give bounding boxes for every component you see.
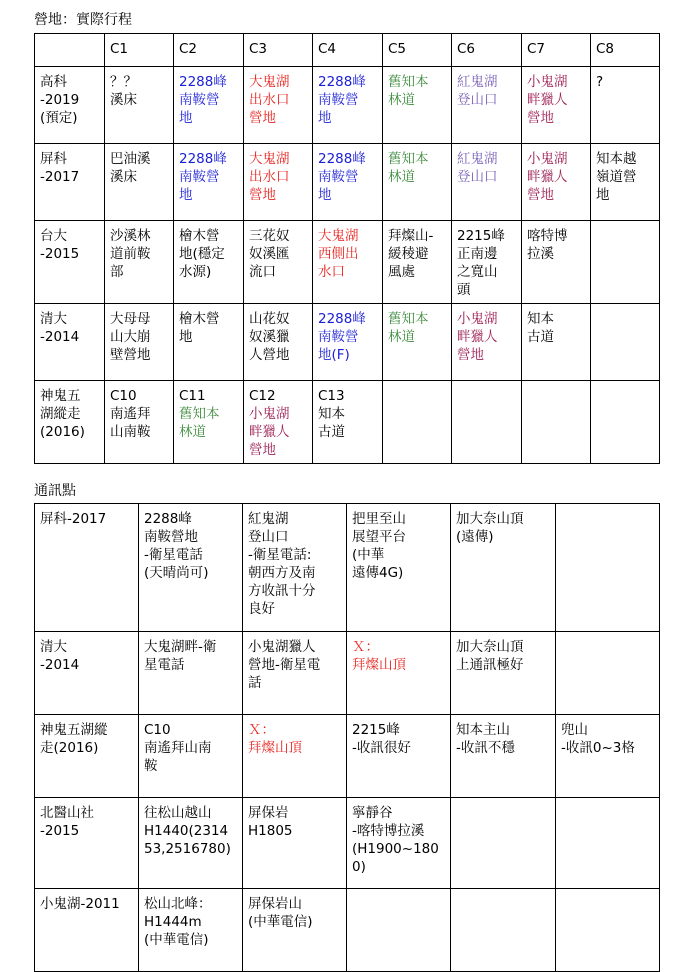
table-cell bbox=[522, 221, 591, 304]
cell-text: 2215峰 正南邊 之寬山 頭 bbox=[457, 228, 505, 298]
table-cell bbox=[243, 504, 347, 632]
table-cell bbox=[139, 504, 243, 632]
table-cell bbox=[452, 304, 522, 381]
cell-text: 台大 -2015 bbox=[40, 228, 80, 262]
cell-text: 知本主山 -收訊不穩 bbox=[456, 722, 515, 756]
table-cell bbox=[452, 381, 522, 464]
cell-text: C13 知本 古道 bbox=[318, 388, 345, 440]
table-cell bbox=[139, 632, 243, 715]
table-cell bbox=[522, 144, 591, 221]
table-cell bbox=[383, 381, 452, 464]
cell-text: 神鬼五湖縱 走(2016) bbox=[40, 722, 108, 756]
table-cell bbox=[383, 304, 452, 381]
table-cell bbox=[105, 144, 174, 221]
cell-text: 清大 -2014 bbox=[40, 311, 80, 345]
column-header: C6 bbox=[452, 34, 522, 67]
table-cell bbox=[174, 221, 244, 304]
table-cell bbox=[174, 67, 244, 144]
table-cell bbox=[244, 304, 313, 381]
section-title-campsites: 營地：實際行程 bbox=[34, 12, 132, 28]
table-cell bbox=[313, 221, 383, 304]
table-cell bbox=[243, 798, 347, 889]
section-title-communication-points: 通訊點 bbox=[34, 483, 76, 499]
table-cell bbox=[174, 144, 244, 221]
cell-text: C11 bbox=[179, 388, 206, 404]
cell-text: 神鬼五 湖縱走 (2016) bbox=[40, 388, 85, 440]
cell-text: 2288峰 南鞍營 地 bbox=[179, 74, 227, 126]
table-cell bbox=[591, 381, 660, 464]
table-cell bbox=[383, 144, 452, 221]
cell-text: 兜山 -收訊0~3格 bbox=[561, 722, 635, 756]
table-cell bbox=[556, 798, 660, 889]
table-cell bbox=[452, 221, 522, 304]
table-row bbox=[35, 504, 660, 632]
cell-text: 舊知本 林道 bbox=[388, 151, 429, 185]
table-cell bbox=[243, 889, 347, 972]
cell-text: 加大奈山頂 上通訊極好 bbox=[456, 639, 524, 673]
cell-text: 喀特博 拉溪 bbox=[527, 228, 568, 262]
table-cell bbox=[347, 798, 451, 889]
cell-text: 小鬼湖獵人 營地-衛星電 話 bbox=[248, 639, 321, 691]
row-label-cell bbox=[35, 381, 105, 464]
table-cell bbox=[383, 67, 452, 144]
table-row bbox=[35, 221, 660, 304]
table-cell bbox=[556, 715, 660, 798]
cell-text: 知本越 嶺道營 地 bbox=[596, 151, 637, 203]
column-header: C4 bbox=[313, 34, 383, 67]
cell-text: 往松山越山 H1440(2314 53,2516780) bbox=[144, 805, 231, 857]
cell-text: 小鬼湖 畔獵人 營地 bbox=[527, 74, 568, 126]
cell-text: ？？ 溪床 bbox=[110, 74, 137, 108]
cell-text: 把里至山 展望平台 (中華 遠傳4G) bbox=[352, 511, 406, 581]
row-label-cell bbox=[35, 798, 139, 889]
communication-points-table bbox=[34, 503, 660, 972]
column-header: C5 bbox=[383, 34, 452, 67]
table-cell bbox=[174, 304, 244, 381]
cell-text: 舊知本 林道 bbox=[388, 74, 429, 108]
cell-text: 小鬼湖-2011 bbox=[40, 896, 120, 912]
row-label-cell bbox=[35, 144, 105, 221]
table-cell bbox=[244, 381, 313, 464]
table-cell bbox=[522, 381, 591, 464]
cell-text: 三花奴 奴溪匯 流口 bbox=[249, 228, 290, 280]
column-header: C3 bbox=[244, 34, 313, 67]
table-row bbox=[35, 144, 660, 221]
table-cell bbox=[452, 67, 522, 144]
cell-text: 高科 -2019 (預定) bbox=[40, 74, 80, 126]
cell-text: 小鬼湖 畔獵人 營地 bbox=[527, 151, 568, 203]
cell-text: 舊知本 林道 bbox=[388, 311, 429, 345]
table-cell bbox=[347, 889, 451, 972]
table-cell bbox=[347, 504, 451, 632]
cell-text: 大鬼湖 西側出 水口 bbox=[318, 228, 359, 280]
cell-text: 屏科 -2017 bbox=[40, 151, 80, 185]
column-header: C2 bbox=[174, 34, 244, 67]
table-cell bbox=[347, 632, 451, 715]
table-row bbox=[35, 381, 660, 464]
column-header: C7 bbox=[522, 34, 591, 67]
table-cell bbox=[556, 632, 660, 715]
cell-text: 小鬼湖 畔獵人 營地 bbox=[457, 311, 498, 363]
cell-text: 大鬼湖 出水口 營地 bbox=[249, 74, 290, 126]
table-cell bbox=[347, 715, 451, 798]
table-cell bbox=[243, 632, 347, 715]
cell-text: 檜木營 地(穩定 水源) bbox=[179, 228, 225, 280]
cell-text: C12 bbox=[249, 388, 276, 404]
table-cell bbox=[522, 304, 591, 381]
table-cell bbox=[591, 304, 660, 381]
cell-text: 2215峰 -收訊很好 bbox=[352, 722, 411, 756]
table-row bbox=[35, 304, 660, 381]
cell-text: 寧靜谷 -喀特博拉溪 (H1900~180 0) bbox=[352, 805, 439, 875]
table-cell bbox=[313, 381, 383, 464]
table-cell bbox=[451, 889, 556, 972]
table-cell bbox=[522, 67, 591, 144]
cell-text: 2288峰 南鞍營地 -衛星電話 (天晴尚可) bbox=[144, 511, 209, 581]
row-label-cell bbox=[35, 304, 105, 381]
table-cell bbox=[313, 304, 383, 381]
table-row bbox=[35, 715, 660, 798]
table-cell bbox=[105, 67, 174, 144]
cell-text: 2288峰 南鞍營 地 bbox=[179, 151, 227, 203]
cell-text: C10 南遙拜山南 鞍 bbox=[144, 722, 212, 774]
cell-text: 屏科-2017 bbox=[40, 511, 107, 527]
table-cell bbox=[591, 67, 660, 144]
cell-text: 2288峰 南鞍營 地(F) bbox=[318, 311, 366, 363]
row-label-cell bbox=[35, 632, 139, 715]
cell-text: 2288峰 南鞍營 地 bbox=[318, 151, 366, 203]
table-cell bbox=[244, 144, 313, 221]
row-label-cell bbox=[35, 221, 105, 304]
column-header bbox=[35, 34, 105, 67]
cell-text: Ｘ： 拜燦山頂 bbox=[352, 639, 406, 673]
cell-text: 舊知本 林道 bbox=[179, 406, 220, 440]
cell-text: 拜燦山- 緩稜避 風處 bbox=[388, 228, 434, 280]
table-cell bbox=[556, 504, 660, 632]
table-cell bbox=[244, 221, 313, 304]
table-cell bbox=[139, 798, 243, 889]
cell-text: 大鬼湖 出水口 營地 bbox=[249, 151, 290, 203]
table-cell bbox=[243, 715, 347, 798]
table-cell bbox=[451, 504, 556, 632]
cell-text: 知本 古道 bbox=[527, 311, 554, 345]
table-cell bbox=[451, 632, 556, 715]
cell-text: 小鬼湖 畔獵人 營地 bbox=[249, 406, 290, 458]
table-cell bbox=[244, 67, 313, 144]
row-label-cell bbox=[35, 889, 139, 972]
table-cell bbox=[452, 144, 522, 221]
row-label-cell bbox=[35, 504, 139, 632]
row-label-cell bbox=[35, 715, 139, 798]
column-header: C1 bbox=[105, 34, 174, 67]
campsite-itinerary-table bbox=[34, 33, 660, 464]
table-cell bbox=[591, 144, 660, 221]
cell-text: 北醫山社 -2015 bbox=[40, 805, 94, 839]
cell-text: 2288峰 南鞍營 地 bbox=[318, 74, 366, 126]
table-cell bbox=[105, 304, 174, 381]
table-cell bbox=[591, 221, 660, 304]
cell-text: 屏保岩 H1805 bbox=[248, 805, 293, 839]
cell-text: 松山北峰： H1444m (中華電信) bbox=[144, 896, 212, 948]
cell-text: 山花奴 奴溪獵 人營地 bbox=[249, 311, 290, 363]
cell-text: 紅鬼湖 登山口 -衛星電話: 朝西方及南 方收訊十分 良好 bbox=[248, 511, 316, 617]
cell-text: 大鬼湖畔-衛 星電話 bbox=[144, 639, 217, 673]
row-label-cell bbox=[35, 67, 105, 144]
cell-text: 屏保岩山 (中華電信) bbox=[248, 896, 313, 930]
table-cell bbox=[383, 221, 452, 304]
table-row bbox=[35, 67, 660, 144]
table-cell bbox=[451, 798, 556, 889]
cell-text: 沙溪林 道前鞍 部 bbox=[110, 228, 151, 280]
table-cell bbox=[313, 67, 383, 144]
table-row bbox=[35, 798, 660, 889]
column-header: C8 bbox=[591, 34, 660, 67]
cell-text: 加大奈山頂 (遠傳) bbox=[456, 511, 524, 545]
table-cell bbox=[174, 381, 244, 464]
header-row bbox=[35, 34, 660, 67]
table-cell bbox=[451, 715, 556, 798]
cell-text: C10 南遙拜 山南鞍 bbox=[110, 388, 151, 440]
cell-text: 大母母 山大崩 壁營地 bbox=[110, 311, 151, 363]
cell-text: ? bbox=[596, 74, 604, 90]
table-cell bbox=[313, 144, 383, 221]
table-cell bbox=[105, 221, 174, 304]
table-cell bbox=[139, 715, 243, 798]
cell-text: 檜木營 地 bbox=[179, 311, 220, 345]
table-cell bbox=[139, 889, 243, 972]
cell-text: Ｘ： 拜燦山頂 bbox=[248, 722, 302, 756]
table-row bbox=[35, 889, 660, 972]
table-cell bbox=[105, 381, 174, 464]
cell-text: 清大 -2014 bbox=[40, 639, 80, 673]
cell-text: 紅鬼湖 登山口 bbox=[457, 74, 498, 108]
table-cell bbox=[556, 889, 660, 972]
cell-text: 紅鬼湖 登山口 bbox=[457, 151, 498, 185]
cell-text: 巴油溪 溪床 bbox=[110, 151, 151, 185]
table-row bbox=[35, 632, 660, 715]
